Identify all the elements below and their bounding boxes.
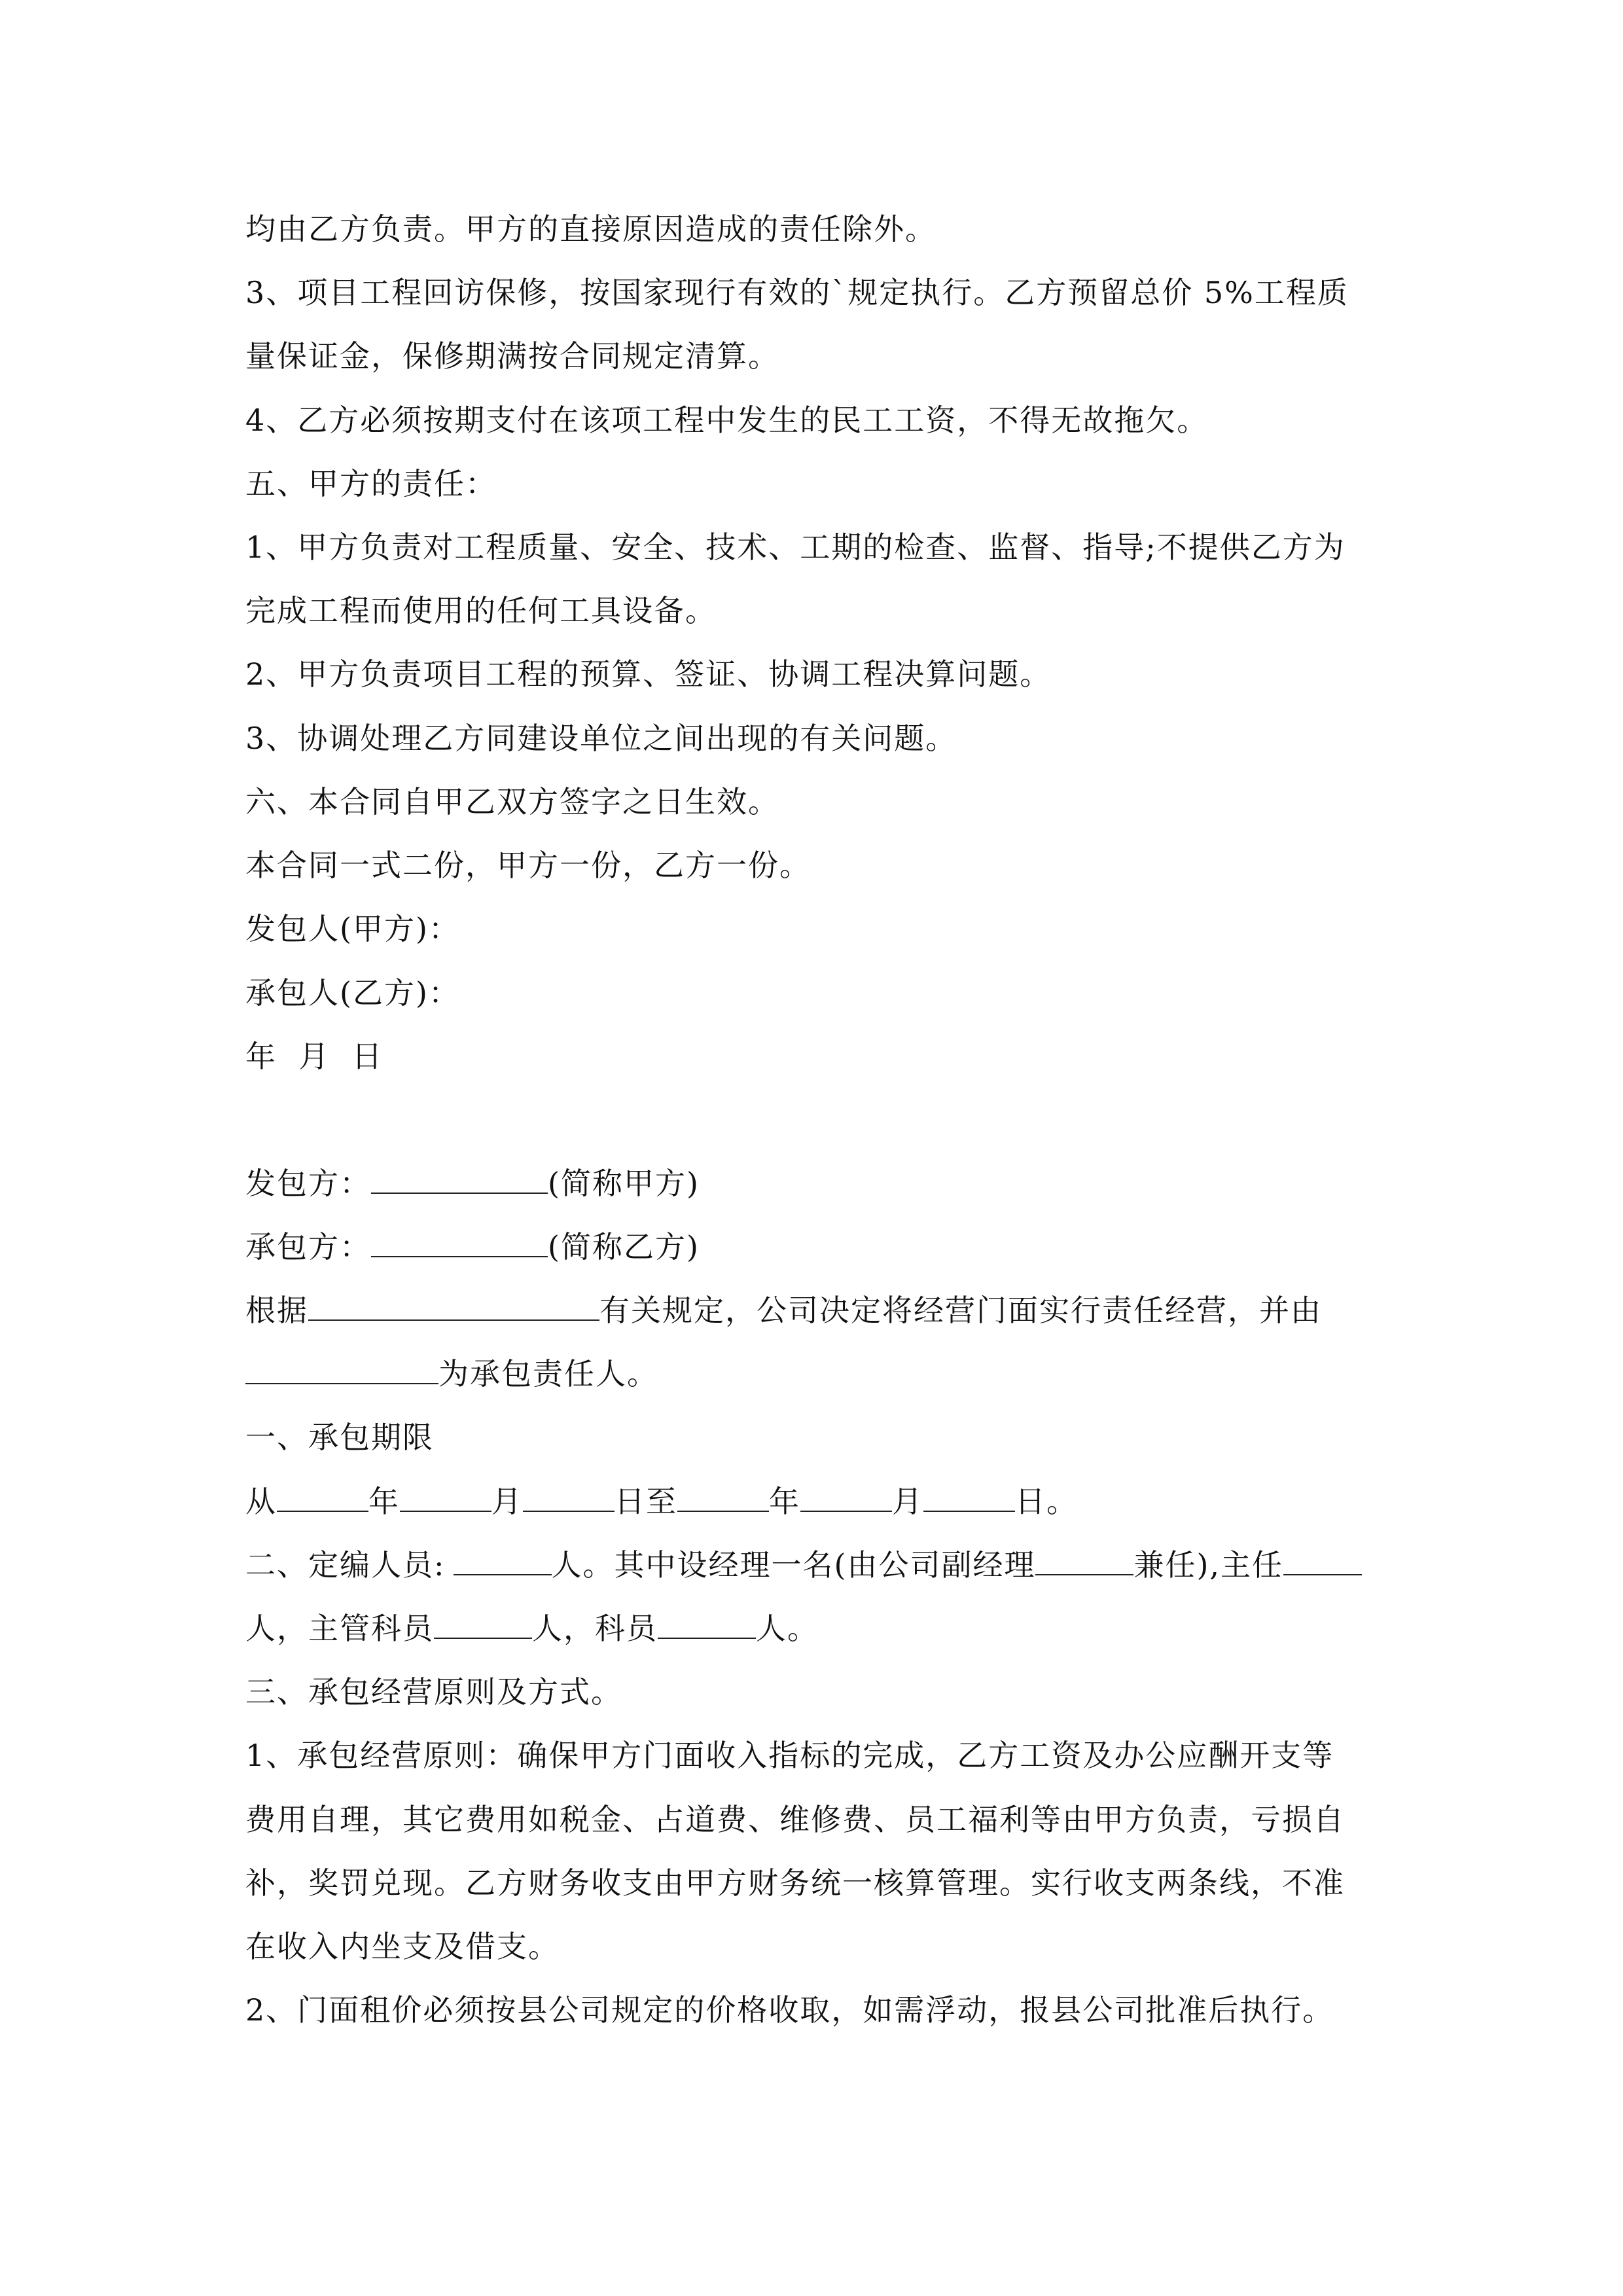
signature-party-a: 发包人(甲方)： — [245, 911, 460, 946]
fill-blank — [523, 1482, 615, 1512]
text-span: 人。其中设经理一名(由公司副经理 — [551, 1547, 1036, 1583]
label-text: (简称甲方) — [548, 1166, 700, 1201]
staffing-line — [245, 1545, 1362, 1585]
fill-blank — [308, 1291, 599, 1321]
text-line: 1、承包经营原则：确保甲方门面收入指标的完成，乙方工资及办公应酬开支等 — [245, 1738, 1334, 1773]
text-line: 3、协调处理乙方同建设单位之间出现的有关问题。 — [245, 721, 957, 756]
fill-blank — [400, 1482, 491, 1512]
contractor-line — [245, 1164, 700, 1203]
text-span: 为承包责任人。 — [438, 1356, 658, 1391]
text-span: 人，主管科员 — [245, 1611, 434, 1646]
text-line — [245, 1354, 658, 1393]
section-heading: 五、甲方的责任： — [245, 466, 497, 501]
fill-blank — [677, 1482, 769, 1512]
signature-party-b: 承包人(乙方)： — [245, 975, 460, 1011]
text-span: 人，科员 — [532, 1611, 658, 1646]
fill-blank — [1035, 1545, 1133, 1575]
text-line: 1、甲方负责对工程质量、安全、技术、工期的检查、监督、指导;不提供乙方为 — [245, 529, 1346, 565]
text-line: 2、门面租价必须按县公司规定的价格收取，如需浮动，报县公司批准后执行。 — [245, 1992, 1334, 2028]
text-line: 在收入内坐支及借支。 — [245, 1929, 560, 1964]
fill-blank — [371, 1227, 548, 1257]
text-span: 从 — [245, 1484, 277, 1519]
fill-blank — [800, 1482, 892, 1512]
text-span: 人。 — [756, 1611, 819, 1646]
text-span: 根据 — [245, 1293, 308, 1328]
label-text: (简称乙方) — [548, 1229, 700, 1265]
text-line — [245, 1291, 1322, 1330]
fill-blank — [923, 1482, 1015, 1512]
fill-blank — [277, 1482, 368, 1512]
term-dates-line — [245, 1482, 1078, 1521]
fill-blank — [434, 1609, 532, 1639]
text-line: 本合同一式二份，甲方一份，乙方一份。 — [245, 848, 811, 883]
text-span: 日。 — [1015, 1484, 1078, 1519]
text-line: 六、本合同自甲乙双方签字之日生效。 — [245, 784, 779, 819]
fill-blank — [454, 1545, 552, 1575]
fill-blank — [371, 1164, 548, 1194]
date-line: 年 月 日 — [245, 1039, 383, 1074]
fill-blank — [658, 1609, 756, 1639]
staffing-line — [245, 1609, 819, 1648]
text-line: 3、项目工程回访保修，按国家现行有效的`规定执行。乙方预留总价 5%工程质 — [245, 275, 1349, 310]
text-span: 月 — [892, 1484, 923, 1519]
text-line: 完成工程而使用的任何工具设备。 — [245, 593, 717, 628]
section-heading: 三、承包经营原则及方式。 — [245, 1674, 622, 1710]
text-span: 年 — [769, 1484, 800, 1519]
contractee-line — [245, 1227, 700, 1266]
text-line: 费用自理，其它费用如税金、占道费、维修费、员工福利等由甲方负责，亏损自 — [245, 1802, 1345, 1837]
label-text: 承包方： — [245, 1229, 371, 1265]
text-span: 日至 — [615, 1484, 677, 1519]
fill-blank — [245, 1354, 438, 1384]
text-line: 2、甲方负责项目工程的预算、签证、协调工程决算问题。 — [245, 656, 1052, 692]
text-span: 有关规定，公司决定将经营门面实行责任经营，并由 — [599, 1293, 1322, 1328]
label-text: 发包方： — [245, 1166, 371, 1201]
fill-blank — [1283, 1545, 1362, 1575]
text-span: 兼任),主任 — [1133, 1547, 1284, 1583]
text-line: 量保证金，保修期满按合同规定清算。 — [245, 338, 779, 374]
text-span: 月 — [491, 1484, 523, 1519]
text-line: 补，奖罚兑现。乙方财务收支由甲方财务统一核算管理。实行收支两条线，不准 — [245, 1865, 1345, 1901]
section-heading: 一、承包期限 — [245, 1420, 434, 1455]
text-span: 年 — [368, 1484, 400, 1519]
text-line: 均由乙方负责。甲方的直接原因造成的责任除外。 — [245, 211, 936, 247]
text-line: 4、乙方必须按期支付在该项工程中发生的民工工资，不得无故拖欠。 — [245, 403, 1209, 438]
text-span: 二、定编人员: — [245, 1547, 446, 1583]
